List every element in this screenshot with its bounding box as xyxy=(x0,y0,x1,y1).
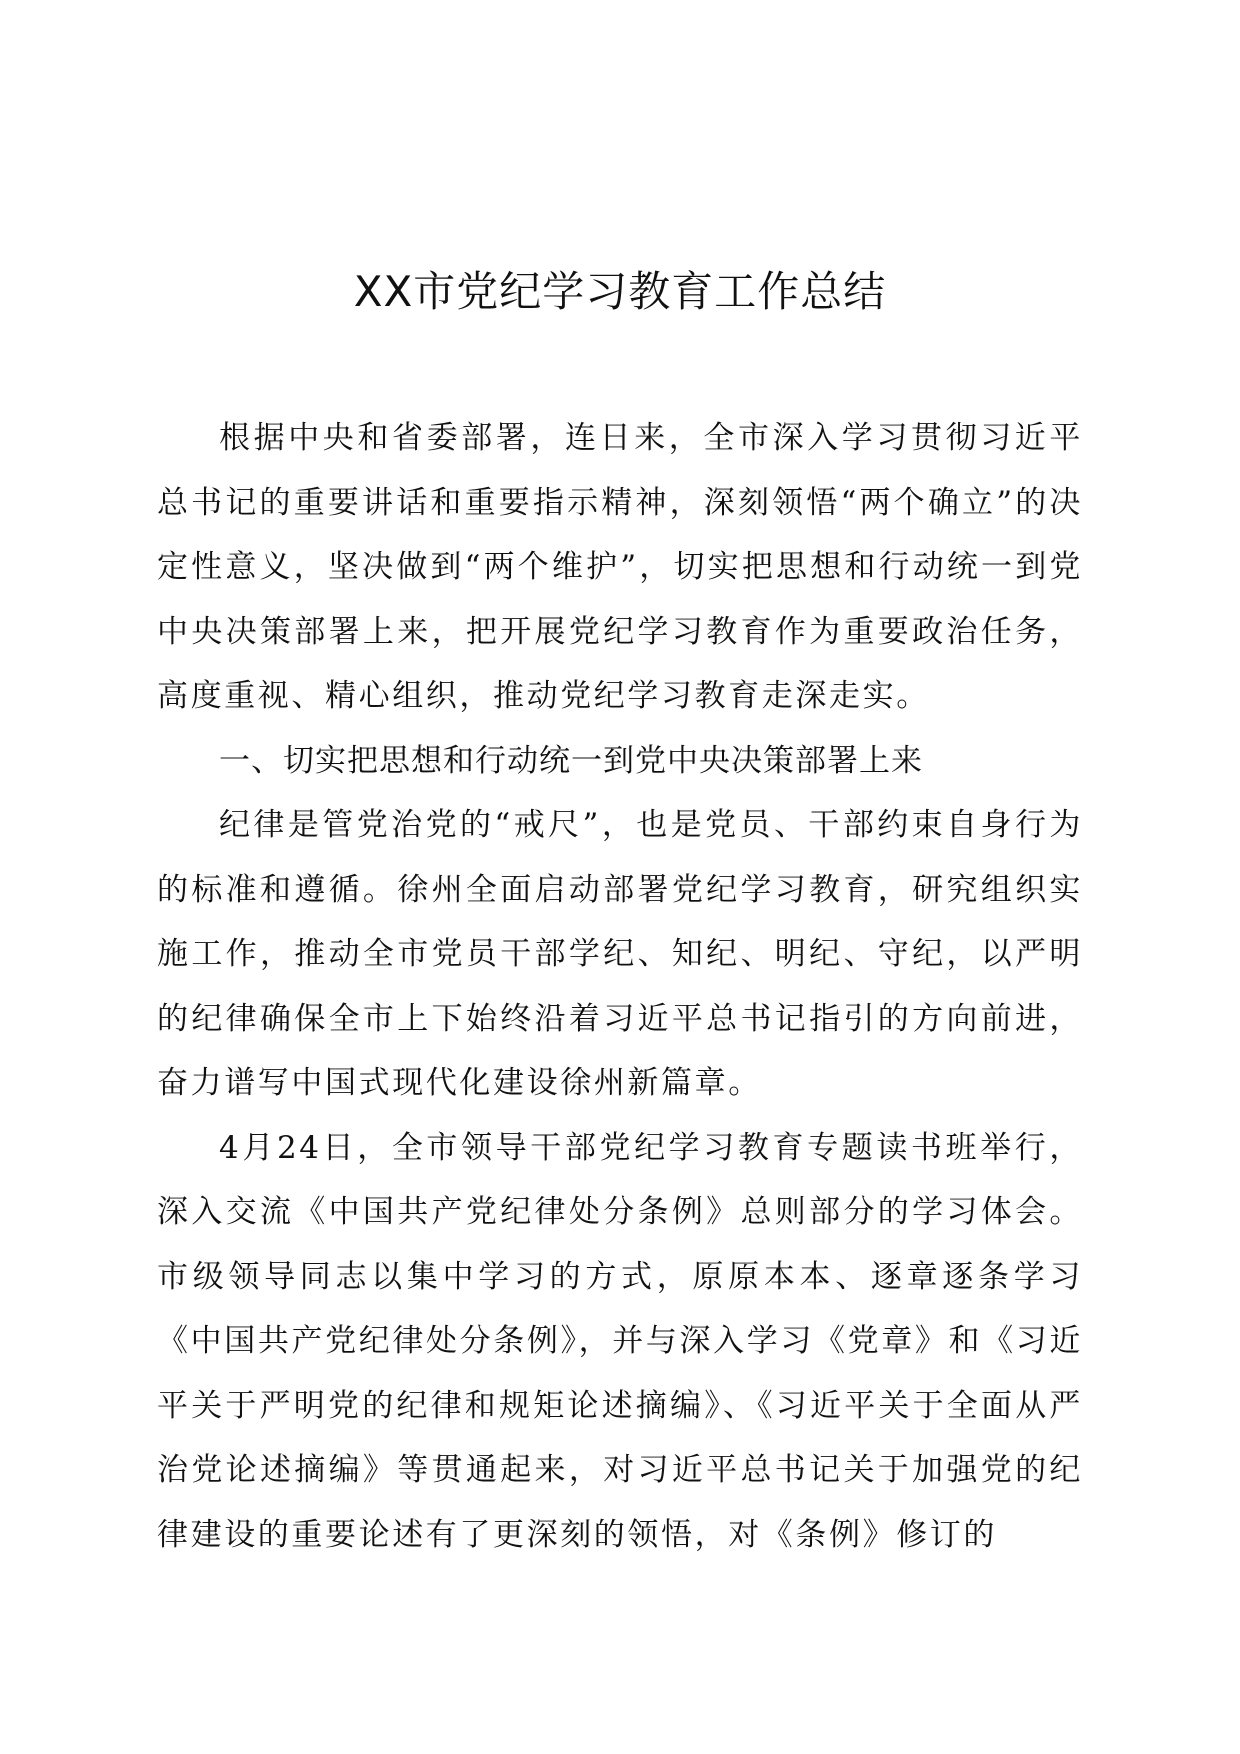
section-heading-1: 一、切实把思想和行动统一到党中央决策部署上来 xyxy=(219,742,923,779)
paragraph-reading-class: 4月24日，全市领导干部党纪学习教育专题读书班举行，深入交流《中国共产党纪律处分条例》总则部分的学习体会。市级领导同志以集中学习的方式，原原本本、逐章逐条学习《中国共产党纪律处分条例》，并与深入学习《党章》和《习近平关于严明党的纪律和规矩论述摘编》、《习近平关于全面从严治党论述摘编》等贯通起来，对习近平总书记关于加强党的纪律建设的重要论述有了更深刻的领悟，对《条例》修订的 xyxy=(157,1129,1083,1553)
paragraph-intro: 根据中央和省委部署，连日来，全市深入学习贯彻习近平总书记的重要讲话和重要指示精神，深刻领悟“两个确立”的决定性意义，坚决做到“两个维护”，切实把思想和行动统一到党中央决策部署上来，把开展党纪学习教育作为重要政治任务，高度重视、精心组织，推动党纪学习教育走深走实。 xyxy=(157,420,1083,714)
document-title: XX市党纪学习教育工作总结 xyxy=(353,267,887,316)
document-body xyxy=(157,406,1083,1567)
paragraph-discipline: 纪律是管党治党的“戒尺”，也是党员、干部约束自身行为的标准和遵循。徐州全面启动部署党纪学习教育，研究组织实施工作，推动全市党员干部学纪、知纪、明纪、守纪，以严明的纪律确保全市上下始终沿着习近平总书记指引的方向前进，奋力谱写中国式现代化建设徐州新篇章。 xyxy=(157,807,1083,1101)
